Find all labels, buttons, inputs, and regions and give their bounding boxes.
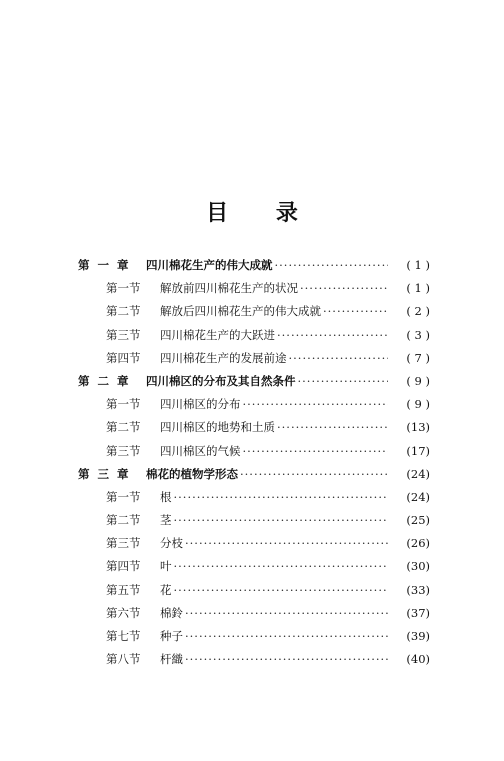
toc-entry-title: 种子 xyxy=(160,629,183,643)
toc-entry-page-number: ( 1 ) xyxy=(406,281,430,296)
toc-entry-label: 第七节 xyxy=(106,629,141,643)
toc-section-entry xyxy=(78,419,430,442)
dot-leader xyxy=(185,606,388,620)
toc-entry-label: 第三节 xyxy=(106,536,141,551)
toc-entry-title: 根 xyxy=(160,489,172,504)
toc-section-entry xyxy=(78,605,430,628)
dot-leader xyxy=(298,374,389,388)
toc-entry-page-number: (39) xyxy=(406,629,430,643)
toc-section-entry xyxy=(78,280,430,303)
toc-entry-label: 第三节 xyxy=(106,327,141,342)
toc-section-entry xyxy=(78,489,430,512)
toc-entry-page-number: (24) xyxy=(406,466,430,481)
toc-entry-title: 四川棉区的分布 xyxy=(160,397,241,412)
toc-section-entry xyxy=(78,303,430,326)
dot-leader xyxy=(243,444,389,458)
toc-entry-page-number: (40) xyxy=(406,652,430,667)
toc-entry-title: 解放后四川棉花生产的伟大成就 xyxy=(160,304,321,319)
toc-entry-label: 第一节 xyxy=(106,489,141,504)
dot-leader xyxy=(185,652,388,666)
toc-entry-label: 第 二 章 xyxy=(78,373,131,388)
toc-entry-page-number: (25) xyxy=(406,513,430,528)
dot-leader xyxy=(174,513,389,527)
toc-entry-page-number: ( 2 ) xyxy=(406,304,430,319)
toc-entry-title: 四川棉区的分布及其自然条件 xyxy=(146,373,296,388)
toc-entry-label: 第二节 xyxy=(106,304,141,319)
dot-leader xyxy=(277,420,388,434)
toc-section-entry xyxy=(78,350,430,373)
toc-entry-page-number: ( 1 ) xyxy=(406,258,430,272)
toc-entry-title: 棉花的植物学形态 xyxy=(146,466,238,481)
toc-entry-label: 第四节 xyxy=(106,350,141,365)
toc-section-entry xyxy=(78,327,430,350)
dot-leader xyxy=(275,258,389,272)
toc-entry-title: 四川棉区的气候 xyxy=(160,443,241,458)
toc-entry-title: 杆織 xyxy=(160,652,183,667)
toc-entry-label: 第四节 xyxy=(106,559,141,574)
toc-section-entry xyxy=(78,558,430,581)
toc-chapter-entry xyxy=(78,373,430,396)
dot-leader xyxy=(174,583,389,597)
toc-section-entry xyxy=(78,443,430,466)
toc-chapter-entry xyxy=(78,466,430,489)
table-of-contents xyxy=(78,257,430,674)
toc-entry-page-number: (33) xyxy=(406,582,430,597)
toc-entry-title: 分枝 xyxy=(160,536,183,551)
dot-leader xyxy=(243,397,389,411)
toc-entry-label: 第二节 xyxy=(106,513,141,528)
toc-entry-label: 第二节 xyxy=(106,420,141,435)
toc-entry-title: 四川棉花生产的大跃进 xyxy=(160,327,275,342)
toc-section-entry xyxy=(78,396,430,419)
toc-section-entry xyxy=(78,628,430,651)
toc-entry-page-number: ( 7 ) xyxy=(406,350,430,365)
toc-entry-title: 四川棉花生产的伟大成就 xyxy=(146,258,273,272)
toc-entry-page-number: (24) xyxy=(406,489,430,504)
toc-entry-title: 花 xyxy=(160,582,172,597)
dot-leader xyxy=(185,629,388,643)
toc-entry-title: 叶 xyxy=(160,559,172,574)
toc-entry-page-number: (26) xyxy=(406,536,430,551)
dot-leader xyxy=(174,559,389,573)
dot-leader xyxy=(277,328,388,342)
toc-entry-page-number: (37) xyxy=(406,605,430,620)
toc-entry-title: 棉鈴 xyxy=(160,605,183,620)
toc-entry-title: 四川棉花生产的发展前途 xyxy=(160,350,287,365)
dot-leader xyxy=(300,281,388,295)
toc-entry-label: 第六节 xyxy=(106,605,141,620)
dot-leader xyxy=(240,467,388,481)
dot-leader xyxy=(289,351,389,365)
dot-leader xyxy=(174,490,389,504)
toc-entry-page-number: (13) xyxy=(406,420,430,435)
toc-entry-page-number: (30) xyxy=(406,559,430,574)
toc-entry-label: 第一节 xyxy=(106,397,141,412)
toc-entry-label: 第三节 xyxy=(106,443,141,458)
toc-chapter-entry xyxy=(78,257,430,280)
toc-entry-title: 茎 xyxy=(160,513,172,528)
toc-entry-label: 第 三 章 xyxy=(78,466,131,481)
dot-leader xyxy=(185,536,388,550)
toc-entry-title: 四川棉区的地势和土质 xyxy=(160,420,275,435)
toc-entry-page-number: ( 3 ) xyxy=(406,327,430,342)
toc-entry-page-number: (17) xyxy=(406,443,430,458)
toc-section-entry xyxy=(78,535,430,558)
toc-entry-label: 第八节 xyxy=(106,652,141,667)
toc-entry-page-number: ( 9 ) xyxy=(406,397,430,412)
toc-entry-label: 第五节 xyxy=(106,582,141,597)
dot-leader xyxy=(323,304,388,318)
toc-entry-label: 第 一 章 xyxy=(78,258,131,272)
toc-entry-title: 解放前四川棉花生产的状况 xyxy=(160,281,298,296)
toc-entry-page-number: ( 9 ) xyxy=(406,373,430,388)
toc-entry-label: 第一节 xyxy=(106,281,141,296)
toc-section-entry xyxy=(78,582,430,605)
page-title: 目 录 xyxy=(206,201,318,226)
toc-section-entry xyxy=(78,512,430,535)
toc-section-entry xyxy=(78,651,430,674)
